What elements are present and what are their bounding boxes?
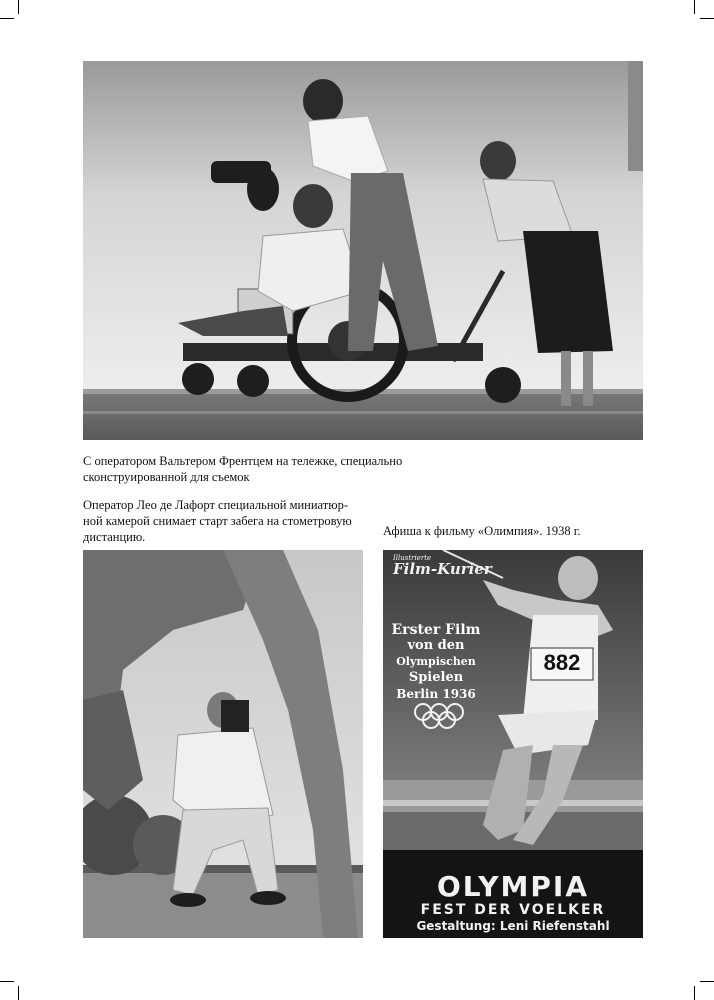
poster-headline-line: Spielen [408, 670, 464, 685]
poster-masthead [393, 554, 492, 578]
caption-top-photo [83, 453, 483, 485]
poster-headline [391, 622, 481, 702]
cameraman-illustration [83, 550, 363, 938]
poster-headline-line: Olympischen [396, 655, 476, 668]
caption-line: Афиша к фильму «Олимпия». 1938 г. [383, 524, 581, 538]
poster-headline-line: Berlin 1936 [396, 687, 476, 701]
poster-olympia [383, 550, 643, 938]
poster-credit: Gestaltung: Leni Riefenstahl [416, 919, 610, 933]
poster-headline-line: von den [407, 638, 465, 653]
crop-mark [0, 981, 14, 982]
crop-mark [700, 981, 714, 982]
poster-headline-line: Erster Film [391, 622, 481, 638]
poster-subtitle: FEST DER VOELKER [420, 902, 606, 918]
caption-bottom-left-photo [83, 497, 383, 545]
poster-masthead-small: Illustrierte [393, 554, 432, 562]
poster-bib-number: 882 [543, 650, 581, 675]
caption-line: сконструированной для съемок [83, 470, 250, 484]
crop-mark [694, 0, 695, 14]
crop-mark [18, 0, 19, 14]
caption-line: С оператором Вальтером Френтцем на тележке, специально [83, 454, 403, 468]
crop-mark [694, 986, 695, 1000]
crop-mark [700, 18, 714, 19]
poster-footer [383, 872, 643, 934]
caption-bottom-right-photo [383, 523, 643, 539]
photo-cameraman-crouching [83, 550, 363, 938]
poster-title: OLYMPIA [436, 870, 590, 903]
crop-mark [18, 986, 19, 1000]
photo-film-crew-dolly [83, 61, 643, 440]
caption-line: Оператор Лео де Лафорт специальной миниатюр- [83, 498, 348, 512]
film-crew-illustration [83, 61, 643, 440]
caption-line: ной камерой снимает старт забега на стометровую [83, 514, 352, 528]
crop-mark [0, 18, 14, 19]
poster-masthead-title: Film-Kurier [393, 560, 492, 578]
caption-line: дистанцию. [83, 530, 146, 544]
